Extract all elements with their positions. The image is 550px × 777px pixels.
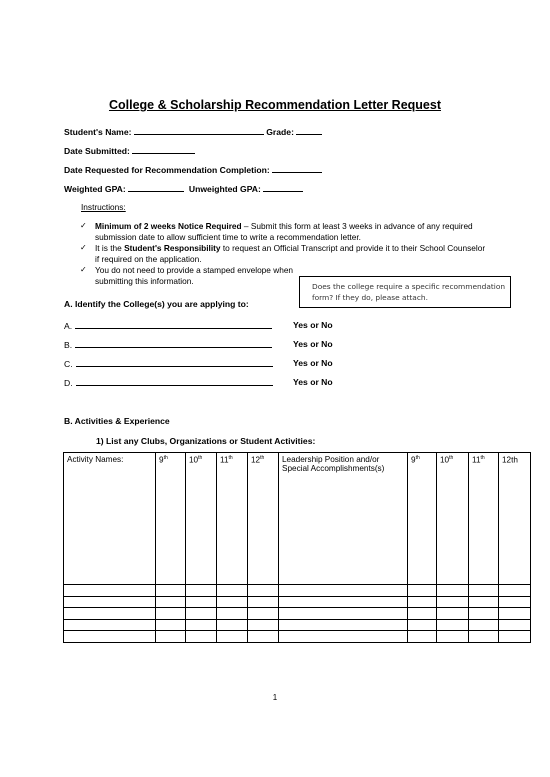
table-cell[interactable] (248, 631, 279, 643)
student-name-label: Student's Name: (64, 127, 132, 137)
table-cell[interactable] (469, 585, 499, 597)
yes-no-choice[interactable]: Yes or No (293, 377, 333, 387)
table-cell[interactable] (499, 608, 531, 620)
leadership-header: Leadership Position and/or Special Accomplishments(s) (279, 453, 408, 585)
table-row (64, 619, 531, 631)
page-number: 1 (272, 693, 278, 702)
college-name-field[interactable] (75, 339, 272, 348)
yes-no-choice[interactable]: Yes or No (293, 358, 333, 368)
table-cell[interactable] (186, 596, 217, 608)
grade-header: 11th (217, 453, 248, 585)
table-cell[interactable] (217, 631, 248, 643)
grade-field[interactable] (296, 126, 322, 135)
table-cell[interactable] (499, 585, 531, 597)
college-row (64, 358, 333, 369)
yes-no-choice[interactable]: Yes or No (293, 320, 333, 330)
grade-header: 12th (248, 453, 279, 585)
table-cell[interactable] (279, 585, 408, 597)
table-cell[interactable] (437, 596, 469, 608)
table-cell[interactable] (156, 619, 186, 631)
page-title: College & Scholarship Recommendation Letter Request (108, 98, 441, 112)
table-cell[interactable] (437, 619, 469, 631)
table-cell[interactable] (64, 631, 156, 643)
instruction-item: ✓ You do not need to provide a stamped envelope when submitting this information. (80, 265, 294, 286)
table-cell[interactable] (248, 608, 279, 620)
college-row (64, 377, 333, 388)
table-cell[interactable] (499, 596, 531, 608)
table-cell[interactable] (156, 596, 186, 608)
college-row (64, 320, 333, 331)
checkmark-icon: ✓ (80, 243, 87, 252)
checkmark-icon: ✓ (80, 265, 87, 274)
grade-header: 10th (186, 453, 217, 585)
instruction-item: ✓ Minimum of 2 weeks Notice Required – Submit this form at least 3 weeks in advance of any required submission date to allow sufficient time to write a recommendation letter. (80, 221, 473, 242)
date-requested-line (64, 164, 322, 175)
table-row (64, 585, 531, 597)
date-submitted-line (64, 145, 195, 156)
table-cell[interactable] (499, 619, 531, 631)
college-name-field[interactable] (76, 377, 273, 386)
date-requested-label: Date Requested for Recommendation Completion: (64, 165, 270, 175)
table-cell[interactable] (156, 631, 186, 643)
college-letter: A. (64, 321, 73, 331)
table-row (64, 608, 531, 620)
table-cell[interactable] (217, 596, 248, 608)
section-a-heading: A. Identify the College(s) you are applying to: (64, 299, 249, 309)
activities-table (63, 452, 531, 643)
table-cell[interactable] (186, 619, 217, 631)
table-cell[interactable] (248, 585, 279, 597)
table-header-row (64, 453, 531, 585)
table-cell[interactable] (248, 619, 279, 631)
yes-no-choice[interactable]: Yes or No (293, 339, 333, 349)
table-cell[interactable] (279, 619, 408, 631)
table-cell[interactable] (279, 631, 408, 643)
recommendation-form-callout: Does the college require a specific recommendation form? If they do, please attach. (299, 276, 511, 308)
table-cell[interactable] (469, 608, 499, 620)
college-letter: D. (64, 378, 73, 388)
college-letter: B. (64, 340, 73, 350)
table-row (64, 596, 531, 608)
table-cell[interactable] (437, 585, 469, 597)
unweighted-gpa-field[interactable] (263, 183, 303, 192)
gpa-line (64, 183, 303, 194)
table-row (64, 631, 531, 643)
college-name-field[interactable] (76, 358, 273, 367)
table-cell[interactable] (217, 619, 248, 631)
college-letter: C. (64, 359, 73, 369)
grade-header: 9th (408, 453, 437, 585)
table-cell[interactable] (408, 585, 437, 597)
table-cell[interactable] (279, 608, 408, 620)
student-name-field[interactable] (134, 126, 264, 135)
table-cell[interactable] (186, 608, 217, 620)
grade-header: 10th (437, 453, 469, 585)
date-requested-field[interactable] (272, 164, 322, 173)
table-cell[interactable] (469, 619, 499, 631)
instruction-item: ✓ It is the Student's Responsibility to request an Official Transcript and provide it to their School Counselor if required on the application. (80, 243, 486, 264)
table-cell[interactable] (64, 596, 156, 608)
table-cell[interactable] (437, 608, 469, 620)
table-cell[interactable] (156, 585, 186, 597)
table-cell[interactable] (469, 596, 499, 608)
checkmark-icon: ✓ (80, 221, 87, 230)
table-cell[interactable] (279, 596, 408, 608)
table-cell[interactable] (408, 596, 437, 608)
table-cell[interactable] (156, 608, 186, 620)
grade-header: 9th (156, 453, 186, 585)
grade-header: 11th (469, 453, 499, 585)
section-b-heading: B. Activities & Experience (64, 416, 170, 426)
unweighted-gpa-label: Unweighted GPA: (188, 184, 261, 194)
grade-header: 12th (499, 453, 531, 585)
table-cell[interactable] (437, 631, 469, 643)
table-cell[interactable] (499, 631, 531, 643)
college-row (64, 339, 333, 350)
table-cell[interactable] (248, 596, 279, 608)
table-cell[interactable] (469, 631, 499, 643)
table-cell[interactable] (408, 631, 437, 643)
table-cell[interactable] (186, 585, 217, 597)
table-cell[interactable] (64, 585, 156, 597)
student-name-line (64, 126, 322, 137)
table-cell[interactable] (408, 619, 437, 631)
weighted-gpa-label: Weighted GPA: (64, 184, 126, 194)
table-cell[interactable] (408, 608, 437, 620)
table-cell[interactable] (217, 608, 248, 620)
table-cell[interactable] (64, 619, 156, 631)
college-name-field[interactable] (75, 320, 272, 329)
instructions-heading: Instructions: (81, 202, 126, 212)
table-cell[interactable] (186, 631, 217, 643)
table-cell[interactable] (64, 608, 156, 620)
weighted-gpa-field[interactable] (128, 183, 184, 192)
grade-label: Grade: (266, 127, 294, 137)
date-submitted-label: Date Submitted: (64, 146, 130, 156)
table-cell[interactable] (217, 585, 248, 597)
date-submitted-field[interactable] (132, 145, 195, 154)
activity-names-header: Activity Names: (64, 453, 156, 585)
section-b-subheading: 1) List any Clubs, Organizations or Student Activities: (96, 436, 316, 446)
